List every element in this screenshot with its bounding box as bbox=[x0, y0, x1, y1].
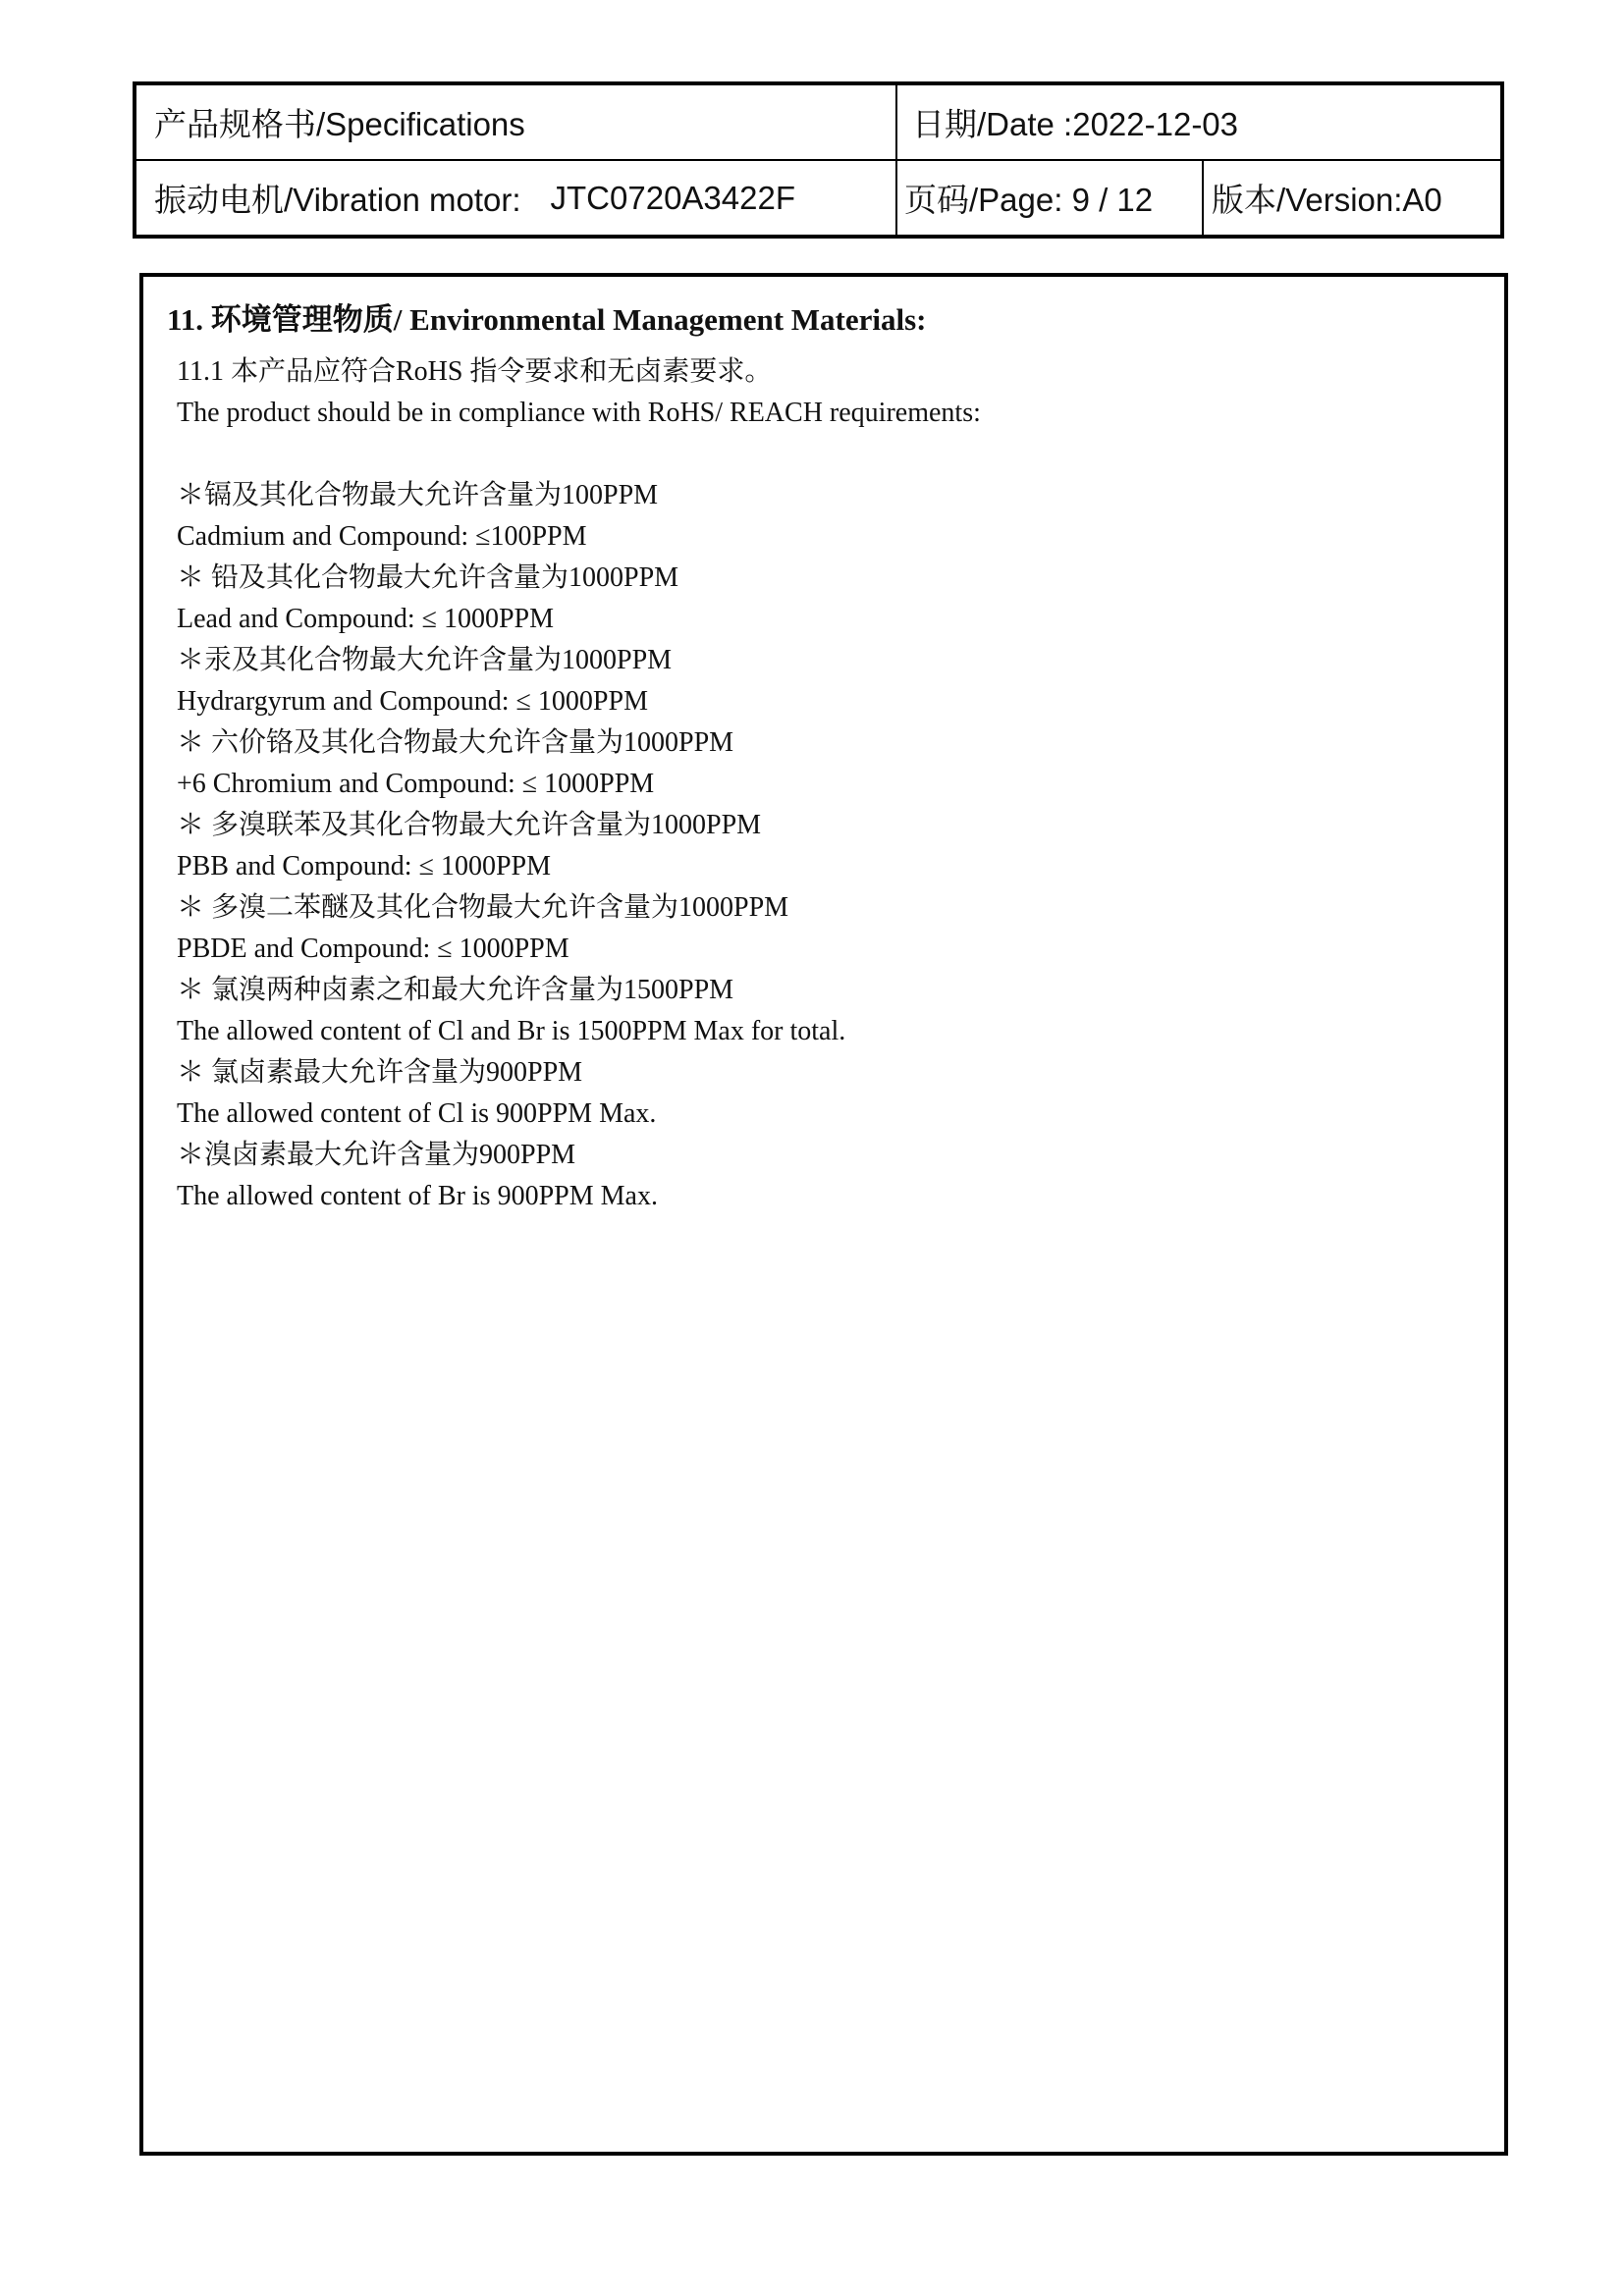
requirement-cn: ＊ 氯卤素最大允许含量为900PPM bbox=[177, 1057, 583, 1088]
requirement-en: PBDE and Compound: ≤ 1000PPM bbox=[177, 934, 569, 964]
section-title: 11. 环境管理物质/ Environmental Management Materials: bbox=[167, 302, 927, 337]
version-label bbox=[1212, 161, 1442, 235]
content-box bbox=[139, 273, 1508, 2156]
requirement-en: +6 Chromium and Compound: ≤ 1000PPM bbox=[177, 769, 655, 799]
requirement-cn: ＊ 多溴联苯及其化合物最大允许含量为1000PPM bbox=[177, 810, 762, 840]
requirement-cn: ＊ 六价铬及其化合物最大允许含量为1000PPM bbox=[177, 727, 734, 758]
header-table bbox=[133, 81, 1504, 239]
model-number: JTC0720A3422F bbox=[550, 179, 795, 216]
intro-en: The product should be in compliance with RoHS/ REACH requirements: bbox=[177, 398, 981, 428]
intro-cn: 11.1 本产品应符合RoHS 指令要求和无卤素要求。 bbox=[177, 356, 773, 387]
requirement-en: The allowed content of Cl and Br is 1500PPM Max for total. bbox=[177, 1016, 846, 1046]
date-label bbox=[912, 85, 1238, 159]
header-col-divider-2 bbox=[1202, 161, 1204, 235]
requirement-en: PBB and Compound: ≤ 1000PPM bbox=[177, 851, 551, 881]
product-label-text: 振动电机/Vibration motor: bbox=[154, 182, 521, 218]
page-label-text: 页码/Page: 9 / 12 bbox=[904, 182, 1154, 218]
date-label-text: 日期/Date :2022-12-03 bbox=[912, 106, 1239, 142]
spec-label-text: 产品规格书/Specifications bbox=[154, 106, 525, 142]
product-label bbox=[154, 161, 795, 235]
requirement-en: The allowed content of Br is 900PPM Max. bbox=[177, 1181, 658, 1211]
requirement-en: Cadmium and Compound: ≤100PPM bbox=[177, 521, 587, 552]
section-content bbox=[177, 351, 1453, 1217]
requirement-en: The allowed content of Cl is 900PPM Max. bbox=[177, 1098, 657, 1129]
requirement-cn: ＊ 多溴二苯醚及其化合物最大允许含量为1000PPM bbox=[177, 892, 789, 923]
requirement-cn: ＊ 氯溴两种卤素之和最大允许含量为1500PPM bbox=[177, 975, 734, 1005]
requirements-list bbox=[177, 475, 1453, 1217]
requirement-cn: ＊ 铅及其化合物最大允许含量为1000PPM bbox=[177, 562, 679, 593]
requirement-cn: ＊镉及其化合物最大允许含量为100PPM bbox=[177, 480, 659, 510]
version-label-text: 版本/Version:A0 bbox=[1212, 182, 1442, 218]
requirement-en: Lead and Compound: ≤ 1000PPM bbox=[177, 604, 555, 634]
requirement-cn: ＊汞及其化合物最大允许含量为1000PPM bbox=[177, 645, 673, 675]
requirement-en: Hydrargyrum and Compound: ≤ 1000PPM bbox=[177, 686, 648, 717]
requirement-cn: ＊溴卤素最大允许含量为900PPM bbox=[177, 1140, 576, 1170]
header-col-divider-1 bbox=[895, 85, 897, 235]
spec-label bbox=[154, 85, 525, 159]
page-label bbox=[904, 161, 1153, 235]
spacer bbox=[177, 434, 1453, 475]
